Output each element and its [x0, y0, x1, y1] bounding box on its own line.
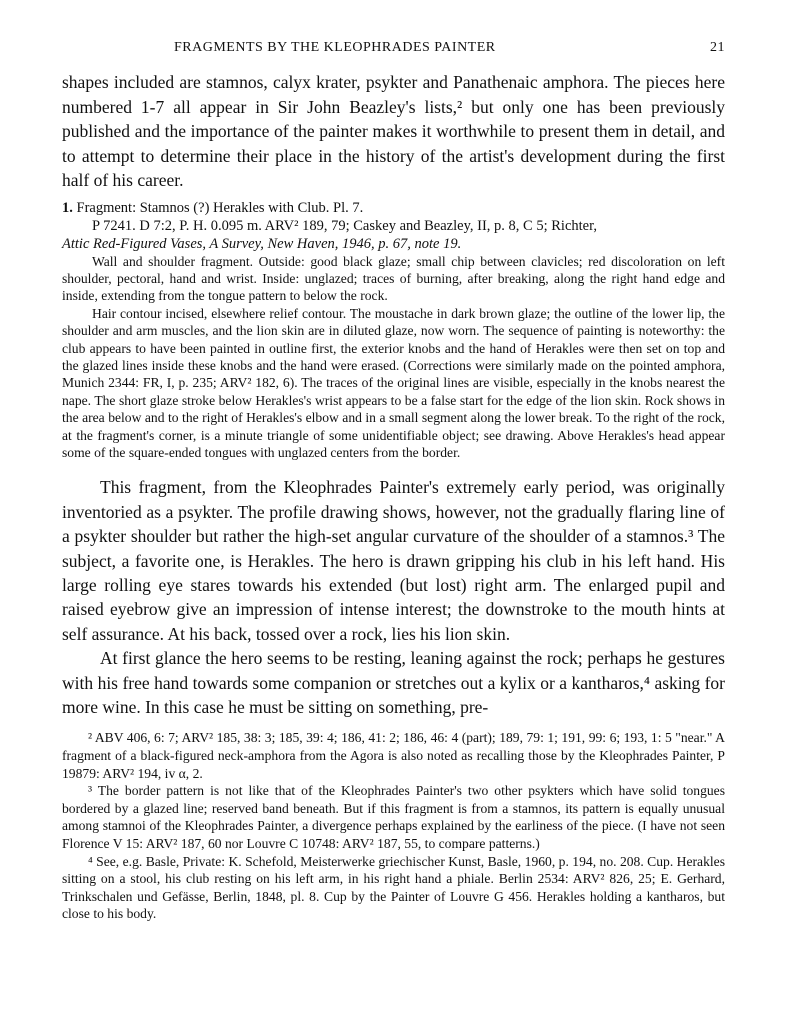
- catalogue-title: Fragment: Stamnos (?) Herakles with Club. Pl. 7.: [76, 199, 364, 216]
- body-paragraph-1: This fragment, from the Kleophrades Painter's extremely early period, was originally inventoried as a psykter. The profile drawing shows, however, not the gradually flaring line of a psykter shoulder but rather the high-set angular curvature of the shoulder of a stamnos.³ The subject, a favorite one, is Herakles. The hero is drawn gripping his club in his left hand. His large rolling eye stares towards his extended (but lost) right arm. The enlarged pupil and raised eyebrow give an impression of intense interest; the downstroke to the mouth hints at self assurance. At his back, tossed over a rock, lies his lion skin.: [62, 477, 725, 644]
- lead-paragraph: shapes included are stamnos, calyx krater, psykter and Panathenaic amphora. The pieces here numbered 1-7 all appear in Sir John Beazley's lists,² but only one has been previously published and the importance of the painter makes it worthwhile to present them in detail, and to attempt to determine their place in the history of the artist's development during the first half of his career.: [62, 72, 725, 190]
- catalogue-heading: [62, 199, 725, 217]
- catalogue-meta-2: Attic Red-Figured Vases, A Survey, New Haven, 1946, p. 67, note 19.: [62, 235, 462, 252]
- footnote-4: ⁴ See, e.g. Basle, Private: K. Schefold, Meisterwerke griechischer Kunst, Basle, 1960, p. 194, no. 208. Cup. Herakles sitting on a stool, his club resting on his left arm, in his right hand a phiale. Berlin 2534: ARV² 826, 25; E. Gerhard, Trinkschalen und Gefässe, Berlin, 1848, pl. 8. Cup by the Painter of Louvre G 456. Herakles holding a kantharos, but close to his body.: [62, 853, 725, 922]
- catalogue-meta-1: P 7241. D 7:2, P. H. 0.095 m. ARV² 189, 79; Caskey and Beazley, II, p. 8, C 5; Richter,: [92, 217, 597, 234]
- body-paragraph-2: At first glance the hero seems to be resting, leaning against the rock; perhaps he gestures with his free hand towards some companion or stretches out a kylix or a kantharos,⁴ asking for more wine. In this case he must be sitting on something, pre-: [62, 648, 725, 718]
- footnotes: [62, 729, 725, 923]
- catalogue-description-1: Wall and shoulder fragment. Outside: good black glaze; small chip between clavicles; red discoloration on left shoulder, pectoral, hand and wrist. Inside: unglazed; traces of burning, after breaking, along the right hand edge and inside, extending from the tongue pattern to below the rock.: [62, 253, 725, 304]
- running-header: [174, 40, 725, 56]
- footnote-2: ² ABV 406, 6: 7; ARV² 185, 38: 3; 185, 39: 4; 186, 41: 2; 186, 46: 4 (part); 189, 79: 1; 191, 99: 6; 193, 1: 5 "near." A fragment of a black-figured neck-amphora from the Agora is also noted as recalling those by the Kleophrades Painter, P 19879: ARV² 194, iv α, 2.: [62, 730, 725, 781]
- footnote-3: ³ The border pattern is not like that of the Kleophrades Painter's two other psykters which have solid tongues bordered by a glazed line; reserved band beneath. But if this fragment is from a stamnos, its pattern is equally unusual among stamnoi of the Kleophrades Painter, a divergence perhaps explained by the earliness of the piece. (I have not seen Florence V 15: ARV² 187, 60 nor Louvre C 10748: ARV² 187, 55, to compare patterns.): [62, 783, 725, 851]
- catalogue-description-2: Hair contour incised, elsewhere relief contour. The moustache in dark brown glaze; the outline of the lower lip, the shoulder and arm muscles, and the lion skin are in diluted glaze, now worn. The sequence of painting is noteworthy: the club appears to have been painted in outline first, the exterior knobs and the hand of Herakles were then set on top and the glazed lines inside these knobs and the hand were erased. (Corrections were similarly made on the pointed amphora, Munich 2344: FR, I, p. 235; ARV² 182, 6). The traces of the original lines are visible, especially in the knobs nearest the nape. The short glaze stroke below Herakles's wrist appears to be a false start for the edge of the lion skin. Rock shows in the area below and to the right of Herakles's elbow and in a small segment along the lower break. To the right of the rock, at the fragment's corner, is a minute triangle of some unidentifiable object; see drawing. Above Herakles's head appear some of the square-ended tongues with unglazed centers from the border.: [62, 305, 725, 460]
- running-title: FRAGMENTS BY THE KLEOPHRADES PAINTER: [174, 40, 496, 55]
- catalogue-number: 1.: [62, 199, 73, 216]
- page-number: 21: [710, 40, 725, 55]
- page: [62, 40, 725, 923]
